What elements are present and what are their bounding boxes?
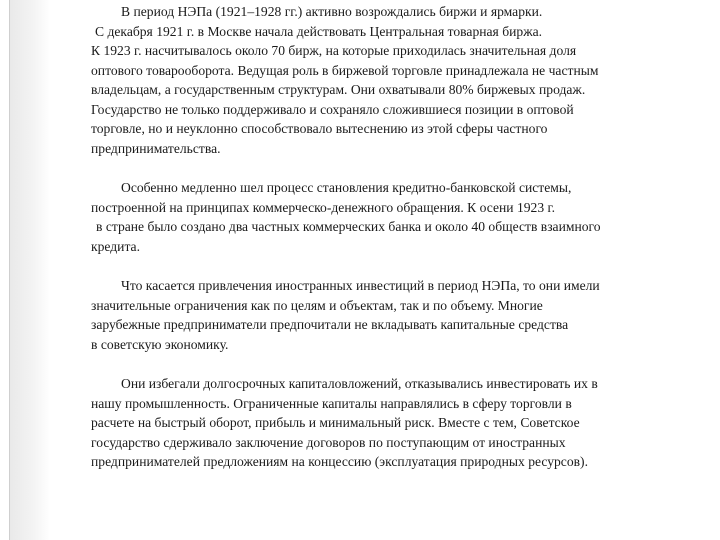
text-line: нашу промышленность. Ограниченные капиталы направлялись в сферу торговли в [91,395,572,411]
paragraph-banking [91,178,703,256]
text-line: значительные ограничения как по целям и объектам, так и по объему. Многие [91,297,543,313]
text-line: торговле, но и неуклонно способствовало вытеснению из этой сферы частного [91,121,548,136]
page-left-border [9,0,50,540]
text-line: в советскую экономику. [91,336,229,352]
text-line: В период НЭПа (1921–1928 гг.) активно возрождались биржи и ярмарки. [121,4,543,19]
paragraph-investments [91,276,703,354]
text-line: построенной на принципах коммерческо-денежного обращения. К осени 1923 г. [91,199,555,215]
text-line: предпринимателей предложениям на концессию (эксплуатация природных ресурсов). [91,454,588,469]
text-line: Особенно медленно шел процесс становления кредитно-банковской системы, [121,180,572,195]
text-line: К 1923 г. насчитывалось около 70 бирж, на которые приходилась значительная доля [91,43,577,58]
text-line: оптового товарооборота. Ведущая роль в биржевой торговле принадлежала не частным [91,62,599,78]
text-line: расчете на быстрый оборот, прибыль и минимальный риск. Вместе с тем, Советское [91,415,580,430]
text-line: кредита. [91,238,140,254]
text-line: Государство не только поддерживало и сохраняло сложившиеся позиции в оптовой [91,101,574,117]
paragraph-exchanges [91,2,703,158]
text-line: в стране было создано два частных коммерческих банка и около 40 обществ взаимного [96,219,601,234]
text-line: С декабря 1921 г. в Москве начала действовать Центральная товарная биржа. [95,23,543,39]
text-line: государство сдерживало заключение договоров по поступающим от иностранных [91,434,566,450]
document-body [91,2,703,472]
text-line: предпринимательства. [91,140,221,156]
text-line: владельцам, а государственным структурам. Они охватывали 80% биржевых продаж. [91,82,586,97]
text-line: Что касается привлечения иностранных инвестиций в период НЭПа, то они имели [121,278,600,293]
text-line: зарубежные предприниматели предпочитали не вкладывать капитальные средства [91,317,569,332]
paragraph-concessions [91,374,703,472]
text-line: Они избегали долгосрочных капиталовложений, отказывались инвестировать их в [121,376,598,391]
